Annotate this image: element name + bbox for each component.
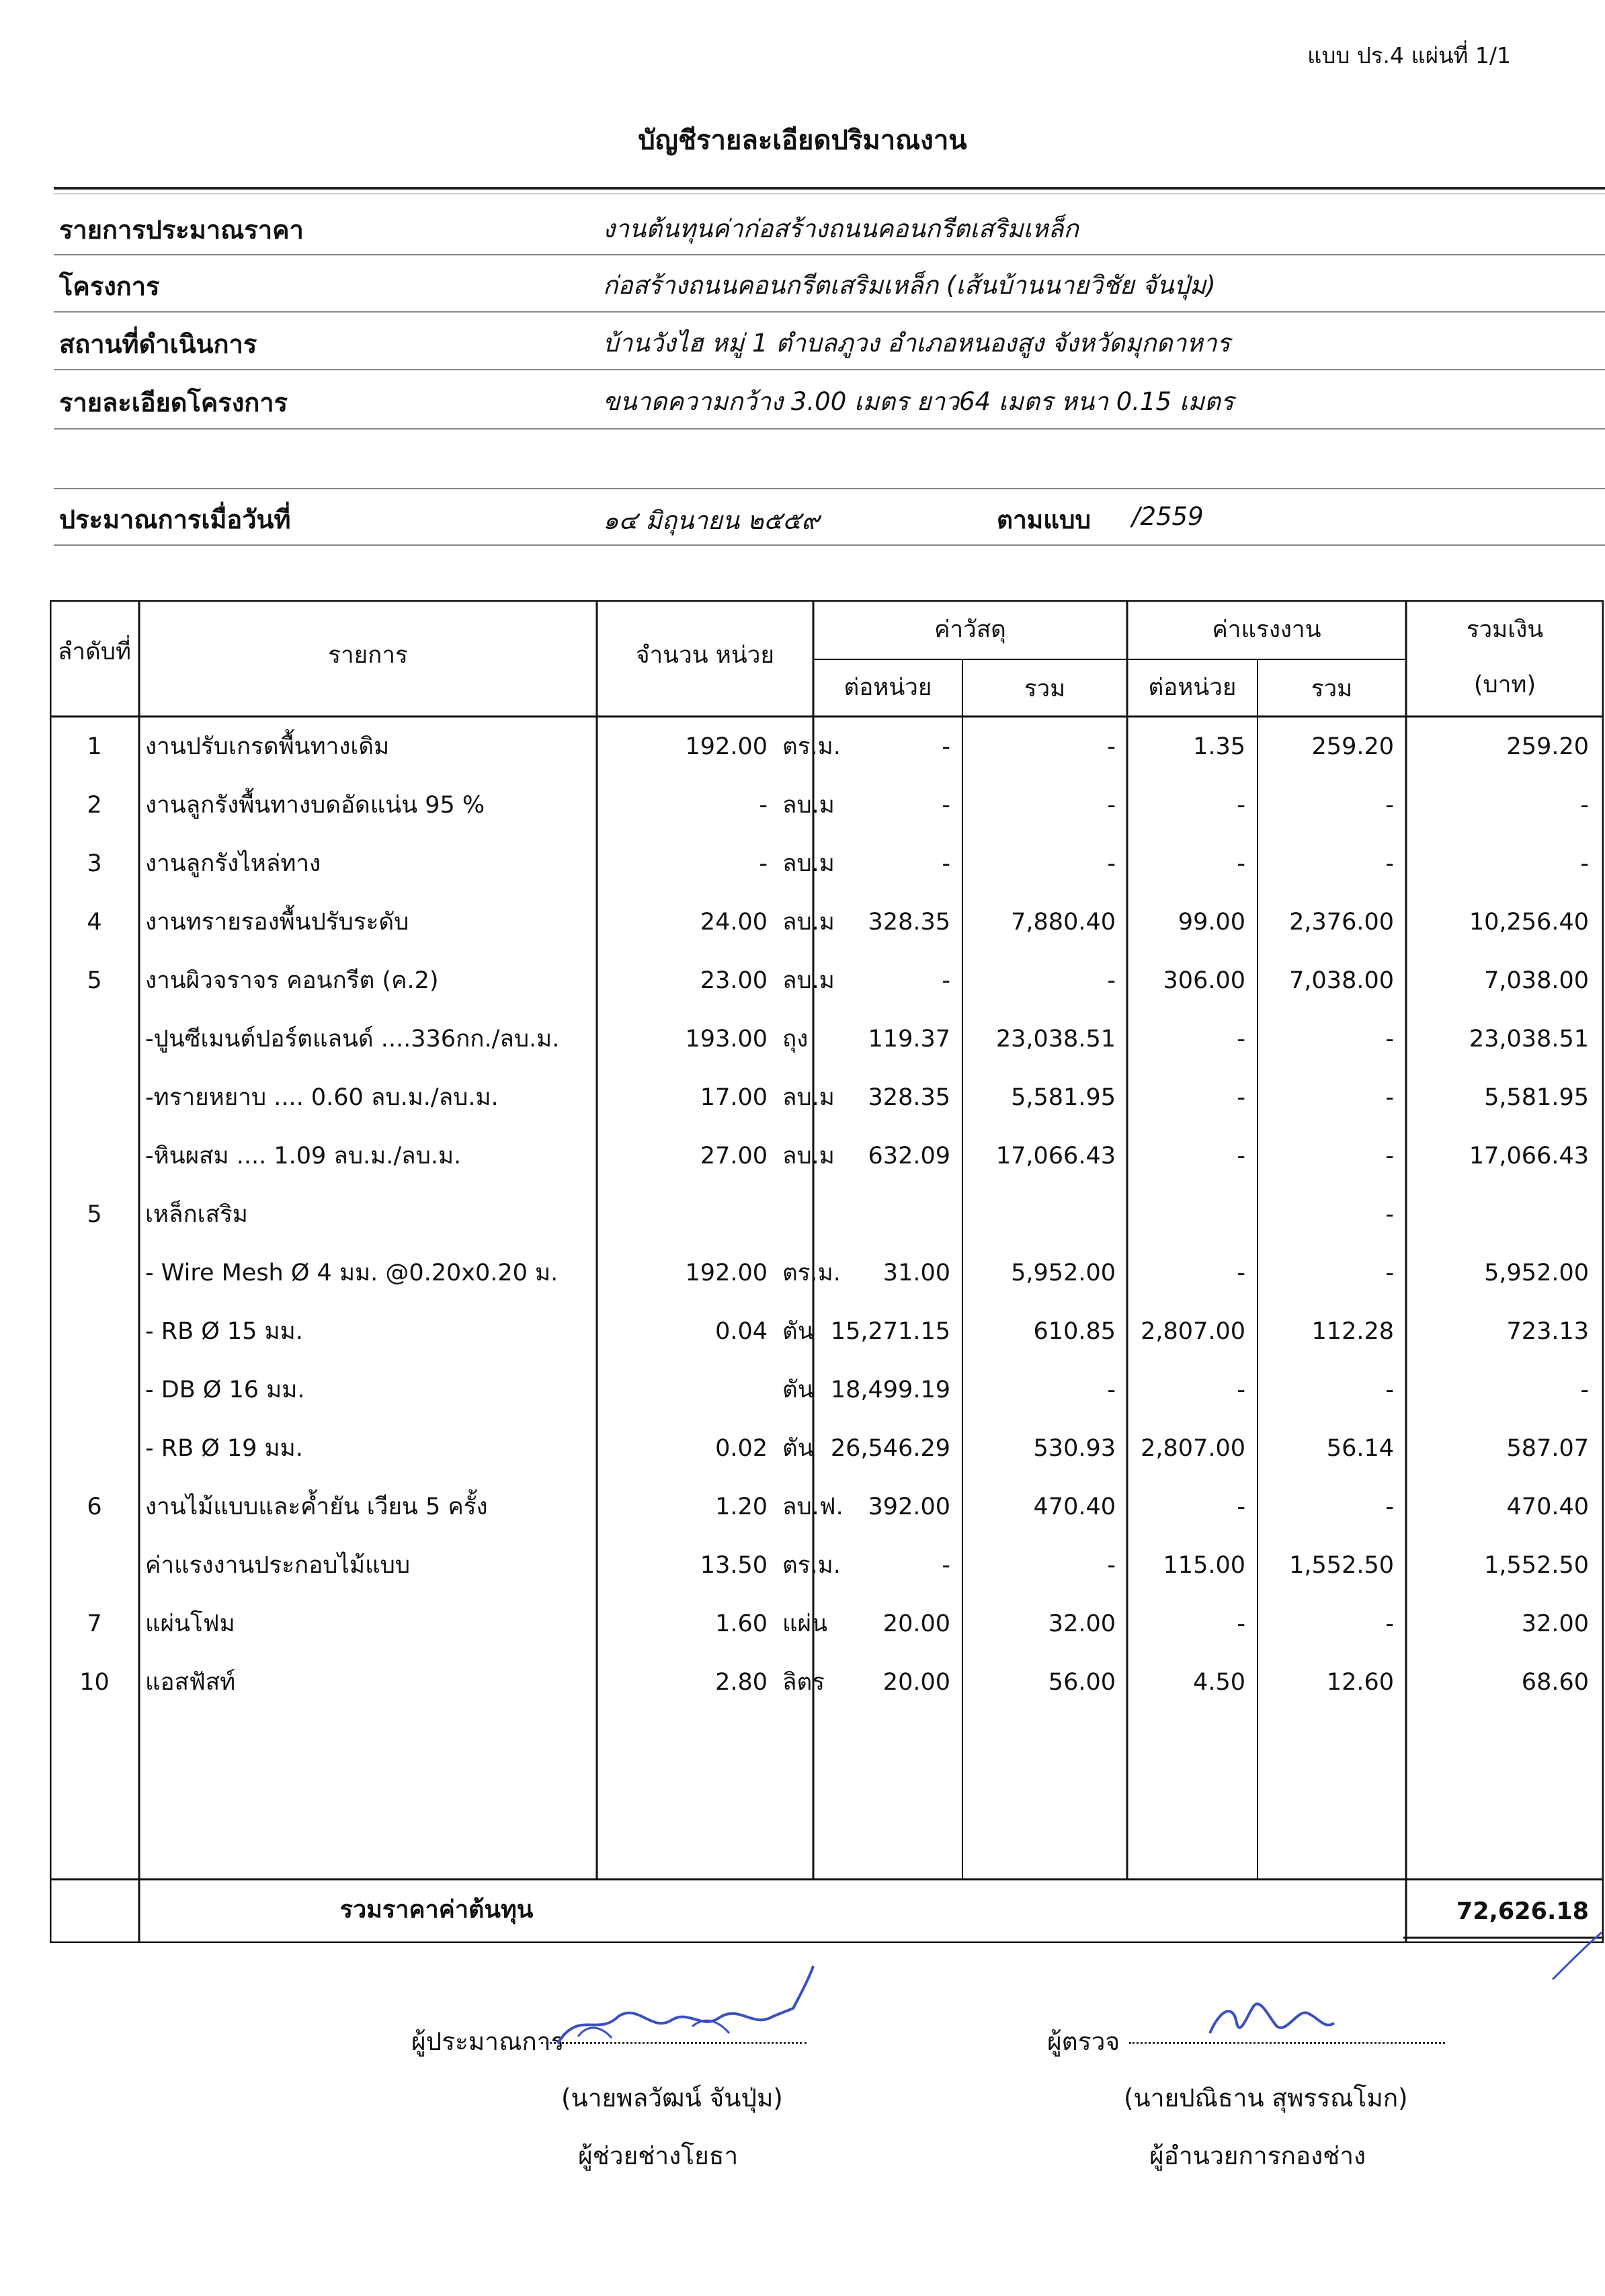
row-no: 5 [87,1201,102,1228]
header-material: ค่าวัสดุ [934,616,1006,643]
header-total: รวมเงิน [1466,616,1544,643]
row-item: - RB Ø 19 มม. [145,1435,303,1462]
row-labor-per-unit: - [1237,1143,1245,1170]
row-material-sum: 5,952.00 [1011,1260,1116,1286]
row-unit: ลบ.ม [782,1143,835,1170]
header-labor: ค่าแรงงาน [1212,616,1321,643]
row-unit: ลบ.ม [782,909,835,936]
row-material-per-unit: - [942,967,950,994]
row-labor-sum: 7,038.00 [1289,967,1394,994]
row-material-sum: 470.40 [1033,1493,1116,1520]
table-row [50,790,1604,824]
table-row [50,1609,1604,1643]
table-row [50,1258,1604,1292]
document-title: บัญชีรายละเอียดปริมาณงาน [638,125,967,156]
info-value-location: บ้านวังไฮ หมู่ 1 ตำบลภูวง อำเภอหนองสูง จังหวัดมุกดาหาร [603,329,1231,358]
form-code: แบบ ปร.4 แผ่นที่ 1/1 [1307,42,1511,69]
row-material-per-unit: 31.00 [882,1260,950,1286]
row-material-per-unit: - [942,733,950,760]
row-material-per-unit: 18,499.19 [830,1377,950,1403]
row-material-per-unit: 20.00 [882,1610,950,1637]
grand-total-value: 72,626.18 [1456,1898,1589,1925]
header-labor-per-unit: ต่อหน่วย [1148,674,1237,701]
row-no: 5 [87,967,102,994]
row-unit: ลบ.ม [782,1084,835,1111]
row-labor-sum: - [1385,1143,1394,1170]
table-row [50,1141,1604,1175]
estimator-signature [538,1963,820,2063]
row-qty: 17.00 [700,1084,768,1111]
row-total: 259.20 [1506,733,1589,760]
row-labor-per-unit: - [1237,1084,1245,1111]
table-row [50,1668,1604,1701]
row-material-sum: 530.93 [1033,1435,1116,1462]
row-qty: 192.00 [685,733,768,760]
estimator-label: ผู้ประมาณการ [411,2027,565,2056]
info-divider [54,311,1605,313]
row-item: แผ่นโฟม [145,1610,235,1637]
row-labor-per-unit: 2,807.00 [1141,1435,1245,1462]
row-material-sum: - [1107,792,1116,819]
row-total: 17,066.43 [1469,1143,1589,1170]
row-material-sum: 23,038.51 [995,1026,1116,1053]
row-item: งานทรายรองพื้นปรับระดับ [145,909,409,936]
row-labor-sum: 259.20 [1311,733,1394,760]
row-material-per-unit: 632.09 [868,1143,950,1170]
estimate-date-label: ประมาณการเมื่อวันที่ [59,505,291,534]
row-qty: 0.04 [715,1318,768,1345]
row-material-sum: 5,581.95 [1011,1084,1116,1111]
info-value-project: ก่อสร้างถนนคอนกรีตเสริมเหล็ก (เส้นบ้านนายวิชัย จันปุ่ม) [603,271,1216,300]
row-qty: - [759,792,768,819]
table-row [50,1317,1604,1350]
header-qty-unit: จำนวน หน่วย [636,642,774,669]
info-value-details: ขนาดความกว้าง 3.00 เมตร ยาว64 เมตร หนา 0.15 เมตร [603,387,1234,416]
row-unit: ลบ.ม [782,792,835,819]
table-row [50,1375,1604,1409]
checker-signature [1196,1983,1371,2050]
row-labor-per-unit: 115.00 [1163,1552,1245,1579]
table-row [50,1434,1604,1467]
table-row [50,1492,1604,1526]
row-labor-sum: - [1385,792,1394,819]
row-unit: ตร.ม. [782,733,841,760]
row-labor-per-unit: 4.50 [1193,1669,1245,1696]
table-row [50,1024,1604,1058]
row-material-per-unit: - [942,792,950,819]
row-total: - [1580,850,1589,877]
table-row [50,907,1604,941]
row-labor-per-unit: - [1237,1026,1245,1053]
row-labor-per-unit: - [1237,850,1245,877]
row-no: 6 [87,1493,102,1520]
row-total: 10,256.40 [1469,909,1589,936]
row-labor-sum: - [1385,850,1394,877]
row-no: 1 [87,733,102,760]
checker-title: ผู้อำนวยการกองช่าง [1149,2141,1366,2170]
row-material-sum: - [1107,1552,1116,1579]
estimator-title: ผู้ช่วยช่างโยธา [578,2141,739,2170]
row-labor-per-unit: 306.00 [1163,967,1245,994]
row-item: งานผิวจราจร คอนกรีต (ค.2) [145,967,439,994]
row-qty: - [759,850,768,877]
header-material-per-unit: ต่อหน่วย [843,674,932,701]
row-item: ค่าแรงงานประกอบไม้แบบ [145,1552,411,1579]
row-item: แอสฟัสท์ [145,1669,236,1696]
row-unit: ถุง [782,1026,809,1053]
row-item: -ทรายหยาบ .... 0.60 ลบ.ม./ลบ.ม. [145,1084,499,1111]
row-total: 32.00 [1521,1610,1589,1637]
row-item: เหล็กเสริม [145,1201,248,1228]
row-material-sum: - [1107,850,1116,877]
row-no: 2 [87,792,102,819]
info-divider [54,369,1605,370]
row-material-sum: 610.85 [1033,1318,1116,1345]
row-labor-per-unit: 99.00 [1178,909,1245,936]
row-total: 723.13 [1506,1318,1589,1345]
row-material-sum: - [1107,1377,1116,1403]
row-qty: 23.00 [700,967,768,994]
row-labor-sum: 112.28 [1311,1318,1394,1345]
row-material-per-unit: 119.37 [868,1026,950,1053]
row-no: 4 [87,909,102,936]
checker-label: ผู้ตรวจ [1047,2027,1120,2056]
row-qty: 1.20 [715,1493,768,1520]
row-item: งานลูกรังพื้นทางบดอัดแน่น 95 % [145,792,485,819]
info-label-project: โครงการ [59,272,160,301]
row-labor-per-unit: - [1237,1260,1245,1286]
row-total: 5,952.00 [1484,1260,1589,1286]
row-qty: 192.00 [685,1260,768,1286]
row-total: - [1580,1377,1589,1403]
header-material-sum: รวม [1024,675,1066,702]
row-labor-per-unit: - [1237,1493,1245,1520]
row-material-sum: 7,880.40 [1011,909,1116,936]
row-material-per-unit: 20.00 [882,1669,950,1696]
row-total: 68.60 [1521,1669,1589,1696]
grand-total-label: รวมราคาค่าต้นทุน [339,1896,534,1924]
row-qty: 2.80 [715,1669,768,1696]
info-label-details: รายละเอียดโครงการ [59,388,288,417]
row-unit: ลิตร [782,1669,825,1696]
row-unit: ลบ.ม [782,850,835,877]
row-labor-sum: 1,552.50 [1289,1552,1394,1579]
row-item: - DB Ø 16 มม. [145,1377,305,1403]
row-no: 10 [79,1669,110,1696]
row-no: 7 [87,1610,102,1637]
header-no: ลำดับที่ [57,639,132,665]
table-row [50,1551,1604,1584]
table-row [50,966,1604,999]
header-labor-sum: รวม [1311,675,1353,702]
estimator-name: (นายพลวัฒน์ จันปุ่ม) [561,2084,783,2113]
header-baht: (บาท) [1473,671,1536,698]
row-total: - [1580,792,1589,819]
checker-name: (นายปณิธาน สุพรรณโมก) [1124,2084,1408,2113]
row-labor-sum: - [1385,1084,1394,1111]
row-item: งานลูกรังไหล่ทาง [145,850,321,877]
margin-pen-mark [1549,1929,1603,1983]
row-qty: 24.00 [700,909,768,936]
row-unit: ตร.ม. [782,1260,841,1286]
row-labor-per-unit: 1.35 [1193,733,1245,760]
row-material-per-unit: 26,546.29 [830,1435,950,1462]
row-unit: ตัน [782,1318,814,1345]
estimate-date-value: ๑๔ มิถุนายน ๒๕๕๙ [603,506,820,535]
info-divider [54,488,1605,489]
row-unit: ตัน [782,1377,814,1403]
row-qty: 13.50 [700,1552,768,1579]
row-material-per-unit: 328.35 [868,909,950,936]
row-labor-per-unit: - [1237,792,1245,819]
row-unit: ลบ.ม [782,967,835,994]
info-label-location: สถานที่ดำเนินการ [59,329,257,359]
row-unit: ลบ.ฟ. [782,1493,843,1520]
row-item: งานไม้แบบและค้ำยัน เวียน 5 ครั้ง [145,1493,488,1520]
table-row [50,849,1604,883]
row-material-per-unit: 15,271.15 [830,1318,950,1345]
row-item: -หินผสม .... 1.09 ลบ.ม./ลบ.ม. [145,1143,462,1170]
row-qty: 27.00 [700,1143,768,1170]
row-item: -ปูนซีเมนต์ปอร์ตแลนด์ ....336กก./ลบ.ม. [145,1026,560,1053]
row-item: - Wire Mesh Ø 4 มม. @0.20x0.20 ม. [145,1260,559,1286]
header-item: รายการ [328,642,408,669]
row-labor-sum: 12.60 [1326,1669,1394,1696]
row-labor-per-unit: 2,807.00 [1141,1318,1245,1345]
info-divider [54,428,1605,429]
row-labor-sum: - [1385,1610,1394,1637]
table-row [50,1200,1604,1233]
row-total: 1,552.50 [1484,1552,1589,1579]
row-unit: ตร.ม. [782,1552,841,1579]
row-material-sum: - [1107,733,1116,760]
design-value: /2559 [1132,502,1204,531]
row-material-sum: - [1107,967,1116,994]
table-row [50,732,1604,766]
header-rule [54,187,1605,190]
row-material-sum: 17,066.43 [995,1143,1116,1170]
row-unit: แผ่น [782,1610,827,1637]
row-qty: 1.60 [715,1610,768,1637]
quantity-table [50,600,1604,1943]
row-total: 587.07 [1506,1435,1589,1462]
row-labor-sum: 56.14 [1326,1435,1394,1462]
row-labor-sum: - [1385,1201,1394,1228]
row-item: งานปรับเกรดพื้นทางเดิม [145,733,390,760]
row-material-per-unit: - [942,850,950,877]
row-qty: 0.02 [715,1435,768,1462]
row-total: 23,038.51 [1469,1026,1589,1053]
row-material-per-unit: 328.35 [868,1084,950,1111]
row-item: - RB Ø 15 มม. [145,1318,303,1345]
row-no: 3 [87,850,102,877]
row-total: 470.40 [1506,1493,1589,1520]
row-labor-per-unit: - [1237,1610,1245,1637]
row-labor-sum: - [1385,1493,1394,1520]
info-divider [54,544,1605,546]
row-material-sum: 56.00 [1048,1669,1116,1696]
design-label: ตามแบบ [997,505,1092,534]
row-unit: ตัน [782,1435,814,1462]
row-labor-sum: - [1385,1377,1394,1403]
row-labor-sum: 2,376.00 [1289,909,1394,936]
row-labor-sum: - [1385,1026,1394,1053]
row-labor-sum: - [1385,1260,1394,1286]
row-material-per-unit: 392.00 [868,1493,950,1520]
row-material-per-unit: - [942,1552,950,1579]
row-total: 7,038.00 [1484,967,1589,994]
info-divider [54,254,1605,255]
row-total: 5,581.95 [1484,1084,1589,1111]
row-labor-per-unit: - [1237,1377,1245,1403]
row-qty: 193.00 [685,1026,768,1053]
info-value-estimate: งานต้นทุนค่าก่อสร้างถนนคอนกรีตเสริมเหล็ก [603,214,1079,243]
row-material-sum: 32.00 [1048,1610,1116,1637]
table-row [50,1083,1604,1116]
info-label-estimate: รายการประมาณราคา [59,215,304,245]
